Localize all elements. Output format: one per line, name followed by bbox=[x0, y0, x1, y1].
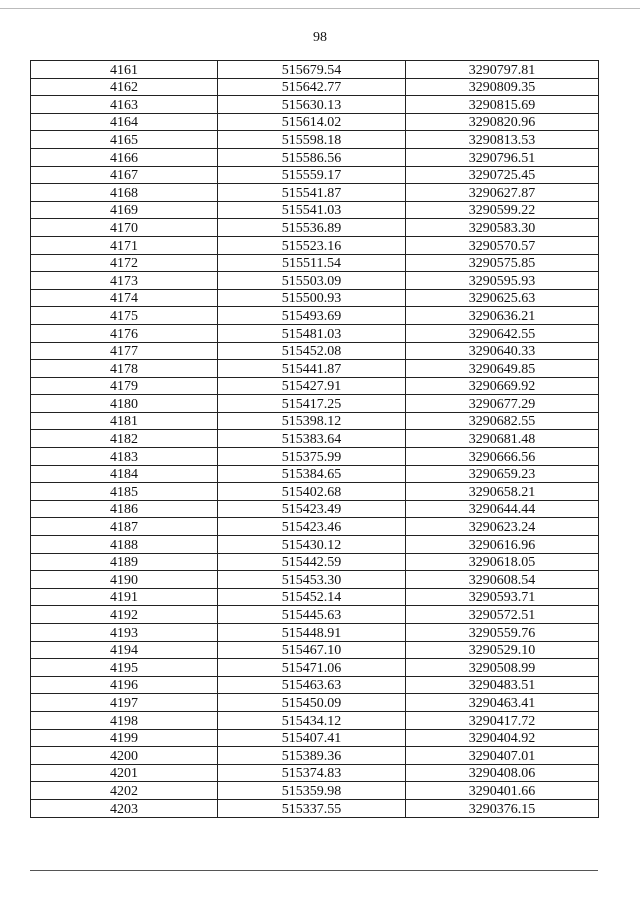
y-coordinate-cell: 3290408.06 bbox=[406, 764, 599, 782]
x-coordinate-cell: 515536.89 bbox=[218, 219, 406, 237]
point-number-cell: 4200 bbox=[31, 747, 218, 765]
point-number-cell: 4161 bbox=[31, 61, 218, 79]
y-coordinate-cell: 3290636.21 bbox=[406, 307, 599, 325]
table-row bbox=[31, 148, 599, 166]
point-number-cell: 4171 bbox=[31, 236, 218, 254]
y-coordinate-cell: 3290376.15 bbox=[406, 799, 599, 817]
point-number-cell: 4197 bbox=[31, 694, 218, 712]
y-coordinate-cell: 3290644.44 bbox=[406, 500, 599, 518]
y-coordinate-cell: 3290682.55 bbox=[406, 412, 599, 430]
y-coordinate-cell: 3290820.96 bbox=[406, 113, 599, 131]
table-row bbox=[31, 448, 599, 466]
table-row bbox=[31, 430, 599, 448]
y-coordinate-cell: 3290640.33 bbox=[406, 342, 599, 360]
y-coordinate-cell: 3290599.22 bbox=[406, 201, 599, 219]
table-row bbox=[31, 518, 599, 536]
y-coordinate-cell: 3290483.51 bbox=[406, 676, 599, 694]
x-coordinate-cell: 515511.54 bbox=[218, 254, 406, 272]
x-coordinate-cell: 515384.65 bbox=[218, 465, 406, 483]
point-number-cell: 4199 bbox=[31, 729, 218, 747]
y-coordinate-cell: 3290669.92 bbox=[406, 377, 599, 395]
x-coordinate-cell: 515500.93 bbox=[218, 289, 406, 307]
y-coordinate-cell: 3290666.56 bbox=[406, 448, 599, 466]
x-coordinate-cell: 515398.12 bbox=[218, 412, 406, 430]
x-coordinate-cell: 515541.87 bbox=[218, 184, 406, 202]
table-row bbox=[31, 711, 599, 729]
x-coordinate-cell: 515493.69 bbox=[218, 307, 406, 325]
table-row bbox=[31, 342, 599, 360]
table-row bbox=[31, 96, 599, 114]
y-coordinate-cell: 3290595.93 bbox=[406, 272, 599, 290]
point-number-cell: 4203 bbox=[31, 799, 218, 817]
table-row bbox=[31, 219, 599, 237]
y-coordinate-cell: 3290407.01 bbox=[406, 747, 599, 765]
y-coordinate-cell: 3290681.48 bbox=[406, 430, 599, 448]
table-row bbox=[31, 729, 599, 747]
y-coordinate-cell: 3290417.72 bbox=[406, 711, 599, 729]
point-number-cell: 4181 bbox=[31, 412, 218, 430]
point-number-cell: 4193 bbox=[31, 624, 218, 642]
y-coordinate-cell: 3290649.85 bbox=[406, 360, 599, 378]
x-coordinate-cell: 515445.63 bbox=[218, 606, 406, 624]
point-number-cell: 4163 bbox=[31, 96, 218, 114]
point-number-cell: 4169 bbox=[31, 201, 218, 219]
y-coordinate-cell: 3290625.63 bbox=[406, 289, 599, 307]
point-number-cell: 4182 bbox=[31, 430, 218, 448]
table-row bbox=[31, 395, 599, 413]
y-coordinate-cell: 3290809.35 bbox=[406, 78, 599, 96]
x-coordinate-cell: 515427.91 bbox=[218, 377, 406, 395]
y-coordinate-cell: 3290404.92 bbox=[406, 729, 599, 747]
y-coordinate-cell: 3290618.05 bbox=[406, 553, 599, 571]
y-coordinate-cell: 3290627.87 bbox=[406, 184, 599, 202]
coordinates-table-body bbox=[31, 61, 599, 818]
table-row bbox=[31, 113, 599, 131]
y-coordinate-cell: 3290815.69 bbox=[406, 96, 599, 114]
scan-top-edge bbox=[0, 8, 640, 9]
y-coordinate-cell: 3290583.30 bbox=[406, 219, 599, 237]
table-row bbox=[31, 624, 599, 642]
table-row bbox=[31, 536, 599, 554]
y-coordinate-cell: 3290401.66 bbox=[406, 782, 599, 800]
table-row bbox=[31, 236, 599, 254]
point-number-cell: 4190 bbox=[31, 571, 218, 589]
x-coordinate-cell: 515337.55 bbox=[218, 799, 406, 817]
point-number-cell: 4188 bbox=[31, 536, 218, 554]
y-coordinate-cell: 3290623.24 bbox=[406, 518, 599, 536]
table-row bbox=[31, 360, 599, 378]
x-coordinate-cell: 515463.63 bbox=[218, 676, 406, 694]
table-row bbox=[31, 465, 599, 483]
x-coordinate-cell: 515434.12 bbox=[218, 711, 406, 729]
x-coordinate-cell: 515374.83 bbox=[218, 764, 406, 782]
table-row bbox=[31, 747, 599, 765]
y-coordinate-cell: 3290575.85 bbox=[406, 254, 599, 272]
point-number-cell: 4196 bbox=[31, 676, 218, 694]
x-coordinate-cell: 515559.17 bbox=[218, 166, 406, 184]
y-coordinate-cell: 3290642.55 bbox=[406, 324, 599, 342]
x-coordinate-cell: 515598.18 bbox=[218, 131, 406, 149]
point-number-cell: 4168 bbox=[31, 184, 218, 202]
x-coordinate-cell: 515389.36 bbox=[218, 747, 406, 765]
y-coordinate-cell: 3290463.41 bbox=[406, 694, 599, 712]
x-coordinate-cell: 515541.03 bbox=[218, 201, 406, 219]
y-coordinate-cell: 3290559.76 bbox=[406, 624, 599, 642]
point-number-cell: 4195 bbox=[31, 659, 218, 677]
point-number-cell: 4191 bbox=[31, 588, 218, 606]
x-coordinate-cell: 515452.14 bbox=[218, 588, 406, 606]
table-row bbox=[31, 412, 599, 430]
point-number-cell: 4202 bbox=[31, 782, 218, 800]
point-number-cell: 4172 bbox=[31, 254, 218, 272]
point-number-cell: 4192 bbox=[31, 606, 218, 624]
table-row bbox=[31, 166, 599, 184]
y-coordinate-cell: 3290659.23 bbox=[406, 465, 599, 483]
x-coordinate-cell: 515642.77 bbox=[218, 78, 406, 96]
point-number-cell: 4174 bbox=[31, 289, 218, 307]
x-coordinate-cell: 515407.41 bbox=[218, 729, 406, 747]
coordinates-table bbox=[30, 60, 599, 818]
table-row bbox=[31, 676, 599, 694]
x-coordinate-cell: 515402.68 bbox=[218, 483, 406, 501]
point-number-cell: 4187 bbox=[31, 518, 218, 536]
table-row bbox=[31, 659, 599, 677]
y-coordinate-cell: 3290813.53 bbox=[406, 131, 599, 149]
x-coordinate-cell: 515448.91 bbox=[218, 624, 406, 642]
point-number-cell: 4183 bbox=[31, 448, 218, 466]
y-coordinate-cell: 3290677.29 bbox=[406, 395, 599, 413]
table-row bbox=[31, 571, 599, 589]
x-coordinate-cell: 515467.10 bbox=[218, 641, 406, 659]
x-coordinate-cell: 515423.49 bbox=[218, 500, 406, 518]
x-coordinate-cell: 515453.30 bbox=[218, 571, 406, 589]
point-number-cell: 4189 bbox=[31, 553, 218, 571]
point-number-cell: 4166 bbox=[31, 148, 218, 166]
point-number-cell: 4175 bbox=[31, 307, 218, 325]
point-number-cell: 4162 bbox=[31, 78, 218, 96]
table-row bbox=[31, 289, 599, 307]
y-coordinate-cell: 3290796.51 bbox=[406, 148, 599, 166]
x-coordinate-cell: 515359.98 bbox=[218, 782, 406, 800]
x-coordinate-cell: 515441.87 bbox=[218, 360, 406, 378]
point-number-cell: 4198 bbox=[31, 711, 218, 729]
table-row bbox=[31, 694, 599, 712]
table-row bbox=[31, 377, 599, 395]
table-row bbox=[31, 131, 599, 149]
table-row bbox=[31, 184, 599, 202]
x-coordinate-cell: 515375.99 bbox=[218, 448, 406, 466]
table-row bbox=[31, 201, 599, 219]
table-row bbox=[31, 764, 599, 782]
point-number-cell: 4180 bbox=[31, 395, 218, 413]
point-number-cell: 4186 bbox=[31, 500, 218, 518]
point-number-cell: 4185 bbox=[31, 483, 218, 501]
y-coordinate-cell: 3290616.96 bbox=[406, 536, 599, 554]
table-row bbox=[31, 500, 599, 518]
point-number-cell: 4194 bbox=[31, 641, 218, 659]
table-row bbox=[31, 799, 599, 817]
table-row bbox=[31, 553, 599, 571]
x-coordinate-cell: 515523.16 bbox=[218, 236, 406, 254]
table-row bbox=[31, 606, 599, 624]
table-row bbox=[31, 483, 599, 501]
x-coordinate-cell: 515630.13 bbox=[218, 96, 406, 114]
x-coordinate-cell: 515417.25 bbox=[218, 395, 406, 413]
y-coordinate-cell: 3290570.57 bbox=[406, 236, 599, 254]
point-number-cell: 4173 bbox=[31, 272, 218, 290]
point-number-cell: 4201 bbox=[31, 764, 218, 782]
table-row bbox=[31, 324, 599, 342]
point-number-cell: 4170 bbox=[31, 219, 218, 237]
y-coordinate-cell: 3290572.51 bbox=[406, 606, 599, 624]
table-row bbox=[31, 782, 599, 800]
table-row bbox=[31, 78, 599, 96]
x-coordinate-cell: 515586.56 bbox=[218, 148, 406, 166]
table-row bbox=[31, 254, 599, 272]
point-number-cell: 4178 bbox=[31, 360, 218, 378]
x-coordinate-cell: 515614.02 bbox=[218, 113, 406, 131]
y-coordinate-cell: 3290593.71 bbox=[406, 588, 599, 606]
x-coordinate-cell: 515679.54 bbox=[218, 61, 406, 79]
point-number-cell: 4164 bbox=[31, 113, 218, 131]
x-coordinate-cell: 515442.59 bbox=[218, 553, 406, 571]
x-coordinate-cell: 515423.46 bbox=[218, 518, 406, 536]
point-number-cell: 4176 bbox=[31, 324, 218, 342]
table-row bbox=[31, 641, 599, 659]
y-coordinate-cell: 3290508.99 bbox=[406, 659, 599, 677]
footer-rule bbox=[30, 870, 598, 871]
point-number-cell: 4167 bbox=[31, 166, 218, 184]
y-coordinate-cell: 3290529.10 bbox=[406, 641, 599, 659]
x-coordinate-cell: 515430.12 bbox=[218, 536, 406, 554]
table-row bbox=[31, 307, 599, 325]
point-number-cell: 4179 bbox=[31, 377, 218, 395]
point-number-cell: 4165 bbox=[31, 131, 218, 149]
x-coordinate-cell: 515471.06 bbox=[218, 659, 406, 677]
point-number-cell: 4177 bbox=[31, 342, 218, 360]
x-coordinate-cell: 515383.64 bbox=[218, 430, 406, 448]
y-coordinate-cell: 3290658.21 bbox=[406, 483, 599, 501]
point-number-cell: 4184 bbox=[31, 465, 218, 483]
table-row bbox=[31, 588, 599, 606]
page-number: 98 bbox=[313, 30, 327, 45]
x-coordinate-cell: 515452.08 bbox=[218, 342, 406, 360]
x-coordinate-cell: 515503.09 bbox=[218, 272, 406, 290]
y-coordinate-cell: 3290797.81 bbox=[406, 61, 599, 79]
y-coordinate-cell: 3290608.54 bbox=[406, 571, 599, 589]
x-coordinate-cell: 515450.09 bbox=[218, 694, 406, 712]
x-coordinate-cell: 515481.03 bbox=[218, 324, 406, 342]
table-row bbox=[31, 272, 599, 290]
y-coordinate-cell: 3290725.45 bbox=[406, 166, 599, 184]
table-row bbox=[31, 61, 599, 79]
